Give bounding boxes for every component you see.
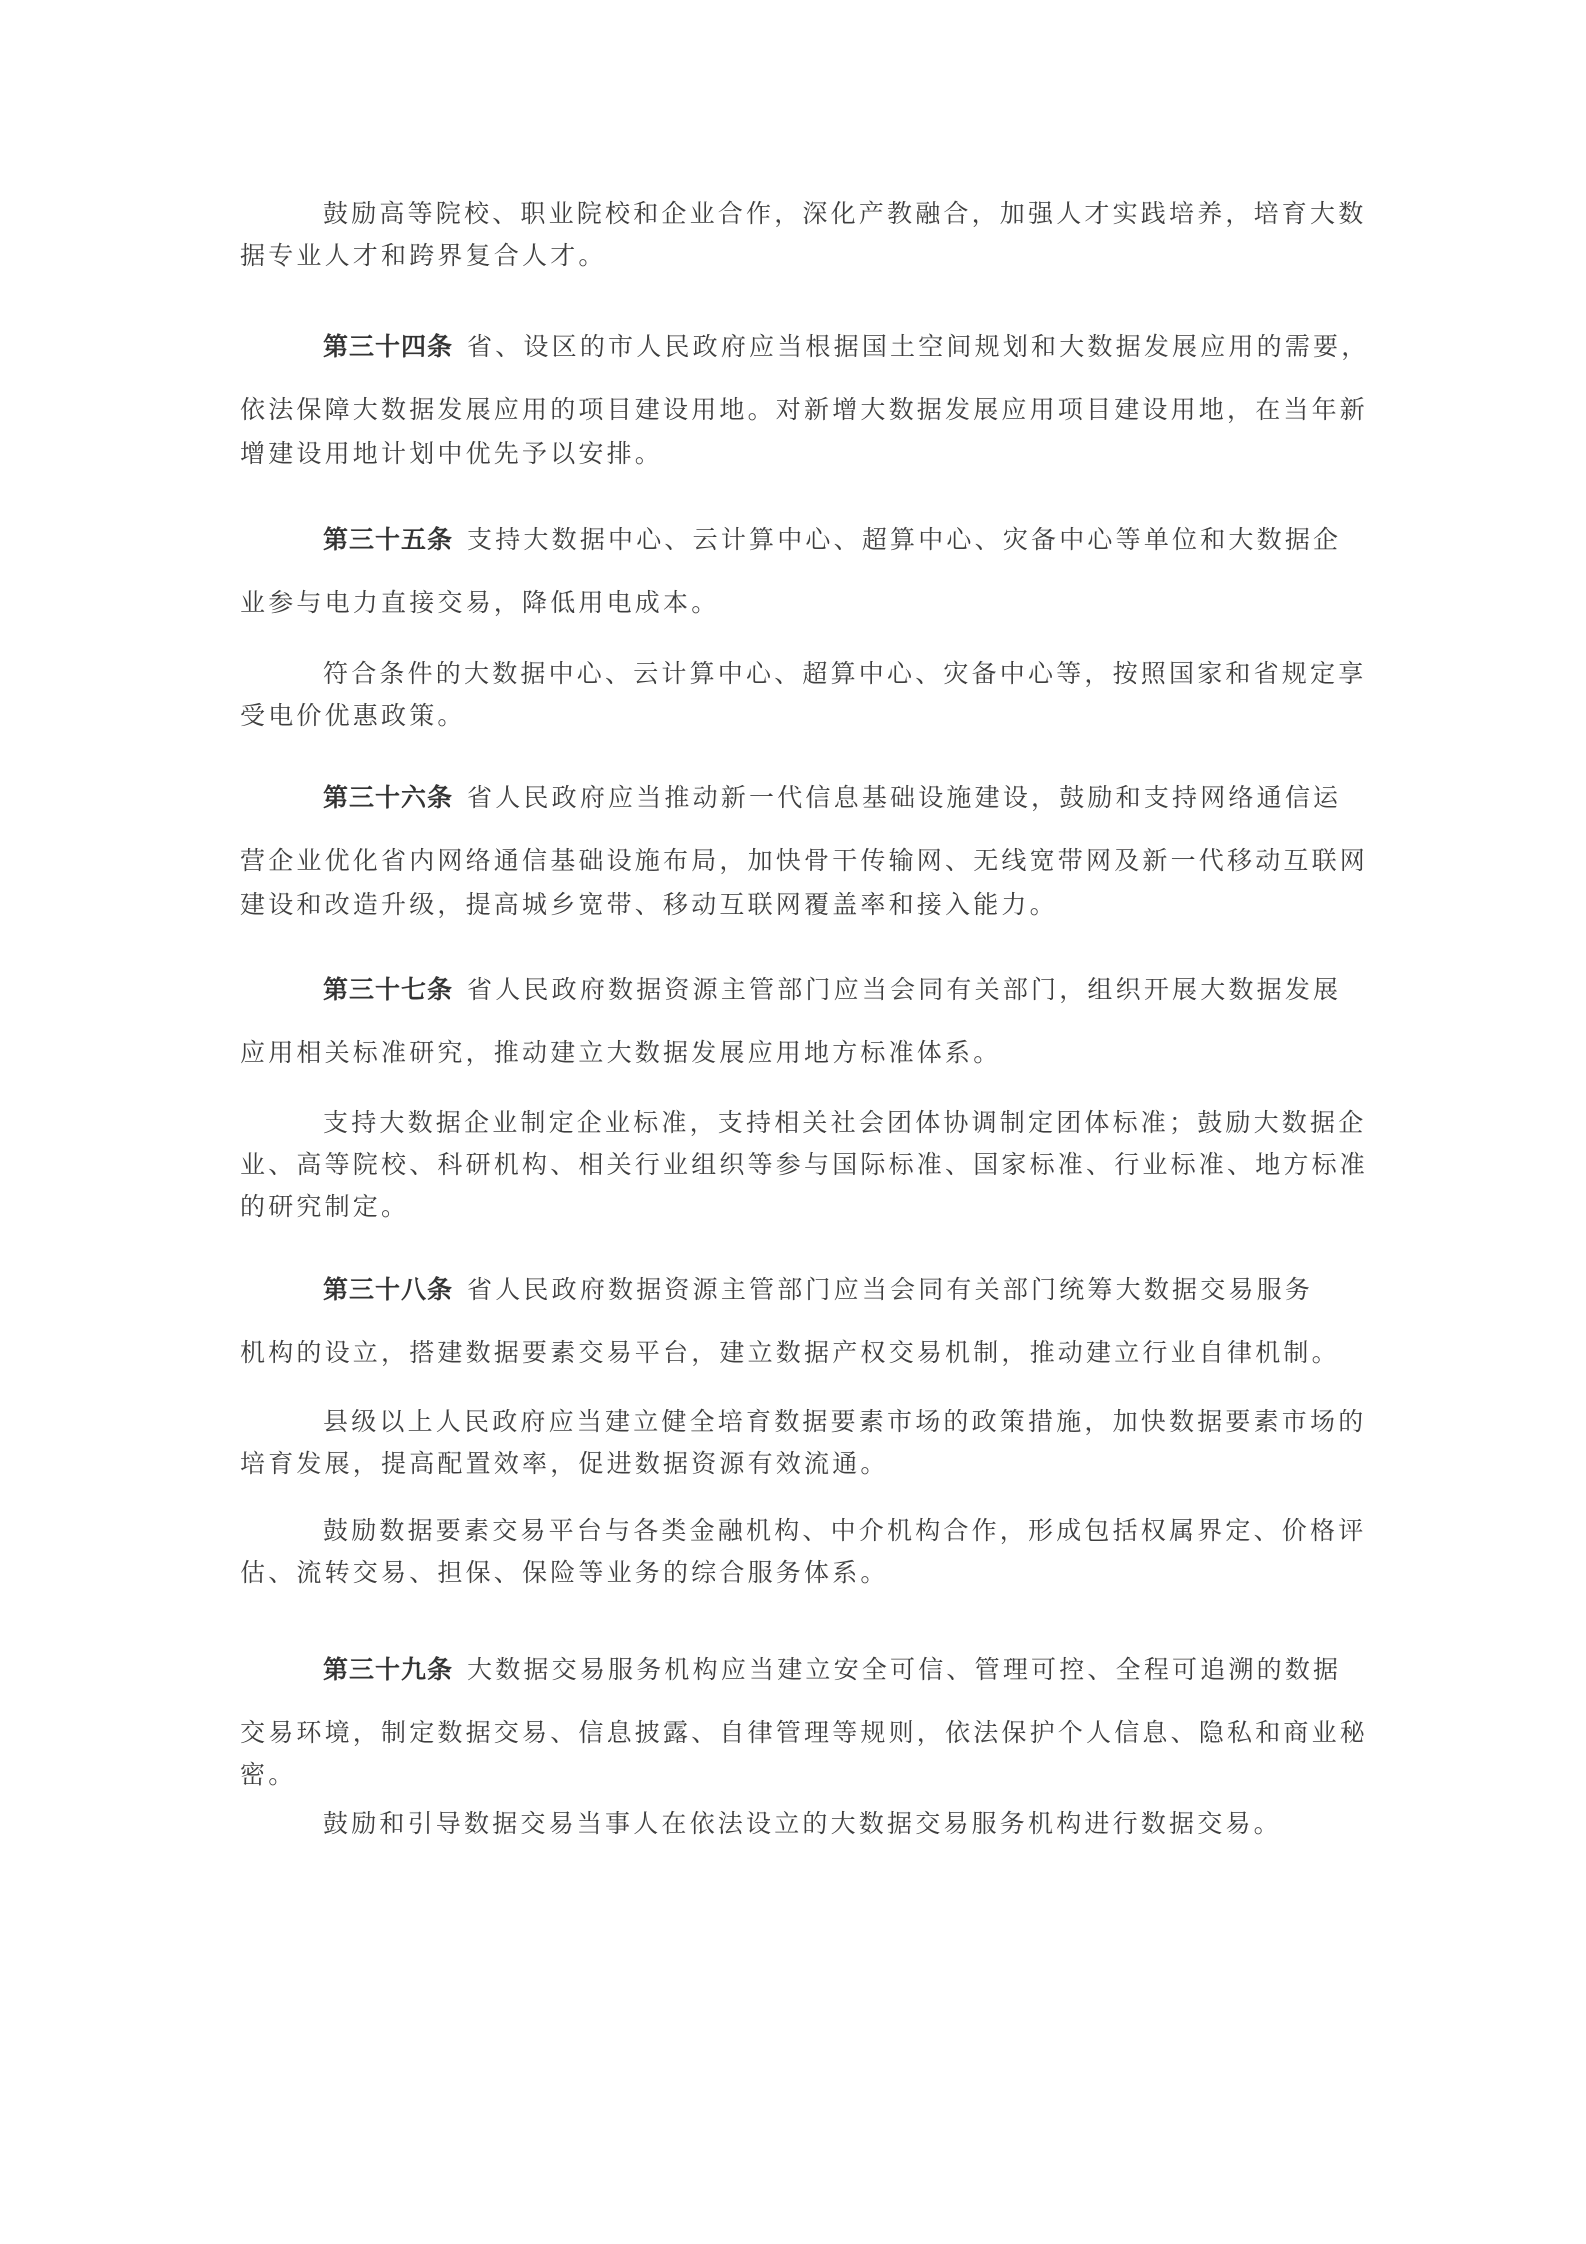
text-line: 第三十九条 大数据交易服务机构应当建立安全可信、管理可控、全程可追溯的数据 <box>323 1655 1342 1684</box>
text-line: 第三十六条 省人民政府应当推动新一代信息基础设施建设，鼓励和支持网络通信运 <box>323 783 1342 812</box>
article-39 <box>240 1648 1369 1797</box>
paragraph-talent-training <box>240 192 1367 278</box>
text-line: 业参与电力直接交易，降低用电成本。 <box>240 588 720 617</box>
text-line: 第三十七条 省人民政府数据资源主管部门应当会同有关部门，组织开展大数据发展 <box>323 975 1342 1004</box>
text-line: 交易环境，制定数据交易、信息披露、自律管理等规则，依法保护个人信息、隐私和商业秘 <box>240 1718 1369 1747</box>
article-37 <box>240 968 1350 1075</box>
text-line: 县级以上人民政府应当建立健全培育数据要素市场的政策措施，加快数据要素市场的 <box>323 1407 1367 1436</box>
text-line: 业、高等院校、科研机构、相关行业组织等参与国际标准、国家标准、行业标准、地方标准 <box>240 1150 1369 1179</box>
article-34 <box>240 325 1370 476</box>
text-line: 据专业人才和跨界复合人才。 <box>240 241 607 270</box>
text-line: 增建设用地计划中优先予以安排。 <box>240 439 664 468</box>
article-heading: 第三十六条 <box>323 783 454 812</box>
text-line: 密。 <box>240 1760 297 1789</box>
paragraph-data-market <box>240 1400 1367 1486</box>
article-38 <box>240 1268 1350 1375</box>
text-line: 估、流转交易、担保、保险等业务的综合服务体系。 <box>240 1558 889 1587</box>
paragraph-electricity-policy <box>240 652 1367 738</box>
text-line: 鼓励和引导数据交易当事人在依法设立的大数据交易服务机构进行数据交易。 <box>323 1809 1282 1838</box>
text-line: 营企业优化省内网络通信基础设施布局，加快骨干传输网、无线宽带网及新一代移动互联网 <box>240 846 1369 875</box>
article-heading: 第三十九条 <box>323 1655 454 1684</box>
text-line: 的研究制定。 <box>240 1192 410 1221</box>
paragraph-standards <box>240 1101 1369 1229</box>
text-line: 支持大数据企业制定企业标准，支持相关社会团体协调制定团体标准；鼓励大数据企 <box>323 1108 1367 1137</box>
paragraph-financial-services <box>240 1509 1367 1595</box>
article-heading: 第三十四条 <box>323 332 454 361</box>
text-line: 建设和改造升级，提高城乡宽带、移动互联网覆盖率和接入能力。 <box>240 890 1058 919</box>
text-line: 第三十四条 省、设区的市人民政府应当根据国土空间规划和大数据发展应用的需要， <box>323 332 1370 361</box>
text-line: 鼓励高等院校、职业院校和企业合作，深化产教融合，加强人才实践培养，培育大数 <box>323 199 1367 228</box>
article-heading: 第三十五条 <box>323 525 454 554</box>
text-line: 受电价优惠政策。 <box>240 701 466 730</box>
text-line: 依法保障大数据发展应用的项目建设用地。对新增大数据发展应用项目建设用地，在当年新 <box>240 395 1369 424</box>
text-line: 第三十五条 支持大数据中心、云计算中心、超算中心、灾备中心等单位和大数据企 <box>323 525 1342 554</box>
text-line: 第三十八条 省人民政府数据资源主管部门应当会同有关部门统筹大数据交易服务 <box>323 1275 1314 1304</box>
paragraph-guide-transactions <box>240 1802 1350 1846</box>
text-line: 鼓励数据要素交易平台与各类金融机构、中介机构合作，形成包括权属界定、价格评 <box>323 1516 1367 1545</box>
text-line: 符合条件的大数据中心、云计算中心、超算中心、灾备中心等，按照国家和省规定享 <box>323 659 1367 688</box>
text-line: 应用相关标准研究，推动建立大数据发展应用地方标准体系。 <box>240 1038 1002 1067</box>
article-heading: 第三十八条 <box>323 1275 454 1304</box>
text-line: 机构的设立，搭建数据要素交易平台，建立数据产权交易机制，推动建立行业自律机制。 <box>240 1338 1340 1367</box>
text-line: 培育发展，提高配置效率，促进数据资源有效流通。 <box>240 1449 889 1478</box>
article-36 <box>240 776 1369 927</box>
article-heading: 第三十七条 <box>323 975 454 1004</box>
article-35 <box>240 518 1350 625</box>
